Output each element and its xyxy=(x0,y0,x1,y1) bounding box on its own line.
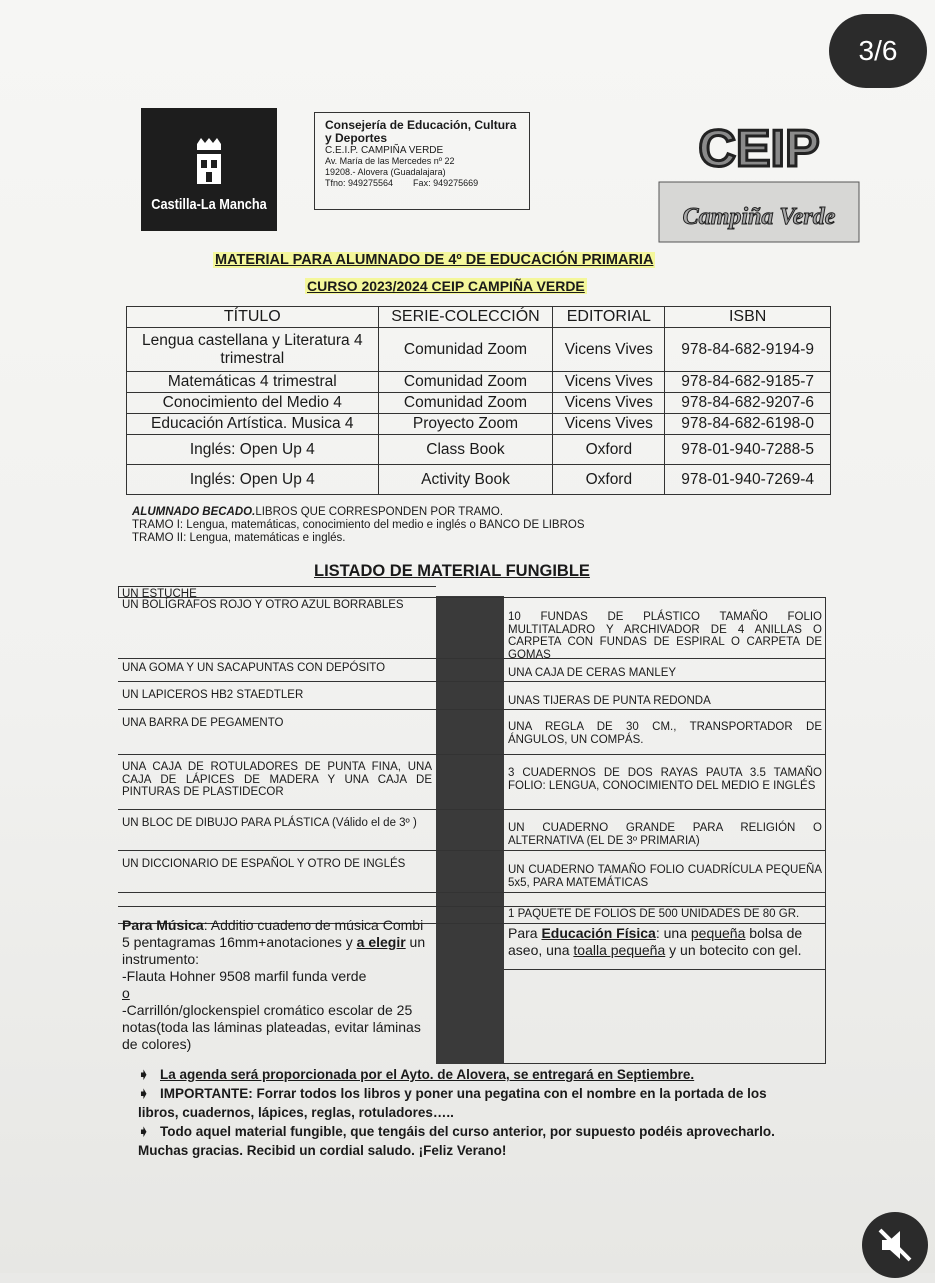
table-row xyxy=(127,372,831,393)
logo-top-text: CEIP xyxy=(698,120,820,178)
pe-underline: toalla pequeña xyxy=(573,942,666,958)
book-publisher: Vicens Vives xyxy=(553,393,665,414)
music-option: -Carrillón/glockenspiel cromático escolar de 25 notas(toda las láminas plateadas, evitar láminas de colores) xyxy=(122,1002,421,1052)
list-item: UNA CAJA DE CERAS MANLEY xyxy=(508,667,677,679)
list-item: UNA CAJA DE ROTULADORES DE PUNTA FINA, UNA CAJA DE LÁPICES DE MADERA Y UNA CAJA DE PINTURAS DE PLASTIDECOR xyxy=(122,761,432,798)
list-item: UN LAPICEROS HB2 STAEDTLER xyxy=(122,689,304,701)
address-line: Av. María de las Mercedes nº 22 xyxy=(325,156,455,166)
list-item: UNA REGLA DE 30 CM., TRANSPORTADOR DE ÁNGULOS, UN COMPÁS. xyxy=(508,721,822,746)
book-publisher: Oxford xyxy=(553,465,665,495)
list-item: UN CUADERNO TAMAÑO FOLIO CUADRÍCULA PEQUEÑA 5x5, PARA MATEMÁTICAS xyxy=(508,864,822,889)
book-title: Conocimiento del Medio 4 xyxy=(127,393,379,414)
list-item: UN BOLÍGRAFOS ROJO Y OTRO AZUL BORRABLES xyxy=(122,599,404,611)
castilla-la-mancha-logo xyxy=(141,108,277,231)
fungible-material-grid xyxy=(118,586,826,1064)
music-option: -Flauta Hohner 9508 marfil funda verde xyxy=(122,968,367,984)
school-address-box xyxy=(314,112,530,210)
book-isbn: 978-01-940-7288-5 xyxy=(665,435,831,465)
arrow-icon: ➧ xyxy=(138,1067,150,1082)
table-row xyxy=(127,435,831,465)
book-series: Activity Book xyxy=(378,465,553,495)
note-thanks: Todo aquel material fungible, que tengáis del curso anterior, por supuesto podéis aprovecharlo. Muchas gracias. Recibid un cordial saludo. ¡Feliz Verano! xyxy=(138,1124,775,1158)
header-title: TÍTULO xyxy=(127,307,379,328)
list-item: 1 PAQUETE DE FOLIOS DE 500 UNIDADES DE 80 GR. xyxy=(508,908,800,920)
music-or: o xyxy=(122,985,130,1001)
pe-lead: Para xyxy=(508,925,542,941)
page-counter: 3/6 xyxy=(829,14,927,88)
becado-lead: ALUMNADO BECADO. xyxy=(132,506,256,518)
book-publisher: Vicens Vives xyxy=(553,328,665,372)
note-important: IMPORTANTE: Forrar todos los libros y poner una pegatina con el nombre en la portada de los libros, cuadernos, lápices, reglas, rotuladores….. xyxy=(138,1086,767,1120)
ceip-campina-verde-logo xyxy=(655,112,861,244)
book-series: Comunidad Zoom xyxy=(378,328,553,372)
tramo-2: TRAMO II: Lengua, matemáticas e inglés. xyxy=(132,532,346,544)
list-item: UNA BARRA DE PEGAMENTO xyxy=(122,717,284,729)
scholarship-note xyxy=(132,506,585,545)
book-title: Inglés: Open Up 4 xyxy=(127,465,379,495)
header-isbn: ISBN xyxy=(665,307,831,328)
becado-rest: LIBROS QUE CORRESPONDEN POR TRAMO. xyxy=(255,506,504,518)
book-title: Educación Artística. Musica 4 xyxy=(127,414,379,435)
music-text: un instrumento: xyxy=(122,934,426,967)
book-series: Comunidad Zoom xyxy=(378,372,553,393)
header-series: SERIE-COLECCIÓN xyxy=(378,307,553,328)
header-publisher: EDITORIAL xyxy=(553,307,665,328)
pe-text: : una xyxy=(655,925,691,941)
book-isbn: 978-01-940-7269-4 xyxy=(665,465,831,495)
note-agenda: La agenda será proporcionada por el Ayto. de Alovera, se entregará en Septiembre. xyxy=(160,1067,695,1082)
list-item: 10 FUNDAS DE PLÁSTICO TAMAÑO FOLIO MULTITALADRO Y ARCHIVADOR DE 4 ANILLAS O CARPETA CON FUNDAS DE ESPIRAL O CARPETA DE GOMAS xyxy=(508,611,822,661)
book-series: Proyecto Zoom xyxy=(378,414,553,435)
book-series: Class Book xyxy=(378,435,553,465)
page-title: MATERIAL PARA ALUMNADO DE 4º DE EDUCACIÓN PRIMARIA xyxy=(215,252,654,268)
book-isbn: 978-84-682-6198-0 xyxy=(665,414,831,435)
mute-icon[interactable] xyxy=(862,1212,928,1278)
book-isbn: 978-84-682-9185-7 xyxy=(665,372,831,393)
arrow-icon: ➧ xyxy=(138,1086,150,1101)
notes-section xyxy=(138,1065,788,1160)
arrow-icon: ➧ xyxy=(138,1124,150,1139)
logo-bottom-text: Campiña Verde xyxy=(682,204,836,230)
pe-text: y un botecito con gel. xyxy=(665,942,802,958)
table-row xyxy=(127,414,831,435)
books-table xyxy=(126,306,831,495)
book-isbn: 978-84-682-9194-9 xyxy=(665,328,831,372)
list-item: UN BLOC DE DIBUJO PARA PLÁSTICA (Válido el de 3º ) xyxy=(122,817,417,829)
music-text: : Additio cuadeno de música Combi 5 pentagramas 16mm+anotaciones y xyxy=(122,917,424,950)
address-line: y Deportes xyxy=(325,131,388,145)
music-material xyxy=(118,916,436,1054)
list-item: UNAS TIJERAS DE PUNTA REDONDA xyxy=(508,695,711,707)
pe-underline: pequeña xyxy=(690,925,746,941)
address-line: 19208.- Alovera (Guadalajara) xyxy=(325,167,446,177)
book-publisher: Oxford xyxy=(553,435,665,465)
list-item: UN ESTUCHE xyxy=(122,588,197,600)
pe-label: Educación Física xyxy=(541,925,656,941)
book-title: Lengua castellana y Literatura 4 trimestral xyxy=(127,328,379,372)
course-title: CURSO 2023/2024 CEIP CAMPIÑA VERDE xyxy=(307,278,585,294)
book-title: Matemáticas 4 trimestral xyxy=(127,372,379,393)
list-item: 3 CUADERNOS DE DOS RAYAS PAUTA 3.5 TAMAÑO FOLIO: LENGUA, CONOCIMIENTO DEL MEDIO E INGLÉS xyxy=(508,767,822,792)
address-line: Tfno: 949275564 Fax: 949275669 xyxy=(325,178,479,188)
table-row xyxy=(127,465,831,495)
book-publisher: Vicens Vives xyxy=(553,414,665,435)
logo-region-name: Castilla-La Mancha xyxy=(151,196,267,213)
address-line: C.E.I.P. CAMPIÑA VERDE xyxy=(325,145,444,156)
fungible-title: LISTADO DE MATERIAL FUNGIBLE xyxy=(314,562,590,580)
book-title: Inglés: Open Up 4 xyxy=(127,435,379,465)
music-choose: a elegir xyxy=(356,934,406,950)
address-line: Consejería de Educación, Cultura xyxy=(325,118,517,132)
table-row xyxy=(127,328,831,372)
crest-icon xyxy=(193,138,225,188)
music-label: Para Música xyxy=(122,917,204,933)
pe-material xyxy=(504,924,826,960)
tramo-1: TRAMO I: Lengua, matemáticas, conocimiento del medio e inglés o BANCO DE LIBROS xyxy=(132,519,585,531)
list-item: UN DICCIONARIO DE ESPAÑOL Y OTRO DE INGLÉS xyxy=(122,858,406,870)
table-header-row xyxy=(127,307,831,328)
list-item: UNA GOMA Y UN SACAPUNTAS CON DEPÓSITO xyxy=(122,662,386,674)
table-row xyxy=(127,393,831,414)
book-isbn: 978-84-682-9207-6 xyxy=(665,393,831,414)
book-series: Comunidad Zoom xyxy=(378,393,553,414)
grid-divider-bar xyxy=(436,596,504,1064)
list-item: UN CUADERNO GRANDE PARA RELIGIÓN O ALTERNATIVA (EL DE 3º PRIMARIA) xyxy=(508,822,822,847)
book-publisher: Vicens Vives xyxy=(553,372,665,393)
pe-text: bolsa de aseo, una xyxy=(508,925,803,958)
